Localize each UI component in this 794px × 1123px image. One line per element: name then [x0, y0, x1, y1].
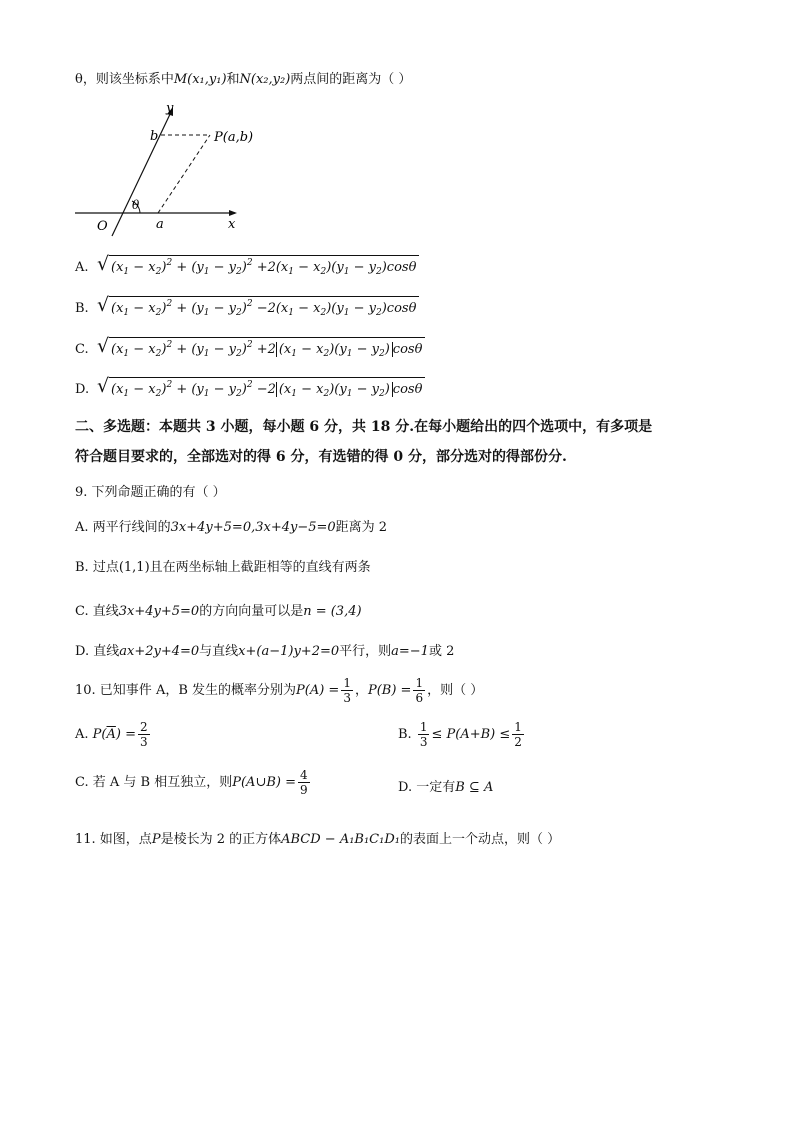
frac-num: 1 — [514, 720, 522, 734]
q9-option-a — [75, 516, 387, 535]
q9-d-math3: a=−1 — [391, 644, 429, 659]
frac-num: 2 — [140, 720, 148, 734]
q10-option-c — [75, 768, 312, 797]
q8-option-a — [75, 255, 419, 277]
q10-c-math: P(A∪B) = — [232, 775, 296, 790]
q8-option-label: C. — [75, 342, 89, 357]
q10-b-frac1 — [418, 720, 430, 749]
q9-b-post: 且在两坐标轴上截距相等的直线有两条 — [149, 560, 371, 575]
q9-b-text: B. 过点 — [75, 560, 119, 575]
b-label: b — [150, 129, 159, 144]
q9-b-math: (1,1) — [118, 560, 150, 575]
point-p-label: P(a,b) — [214, 130, 254, 145]
q9-d-mid: 与直线 — [199, 644, 239, 659]
q9-d-math2: x+(a−1)y+2=0 — [238, 644, 340, 659]
frac-den: 3 — [343, 691, 351, 705]
q10-pa: P(A) = — [296, 683, 340, 698]
a-label: a — [156, 217, 164, 232]
section-2-line-1: 二、多选题：本题共 3 小题，每小题 6 分，共 18 分.在每小题给出的四个选项中，有多项是 — [75, 419, 653, 435]
q10-pa-frac — [341, 676, 353, 705]
q9-c-text: C. 直线 — [75, 604, 119, 619]
q8-option-label: D. — [75, 382, 90, 397]
q10-a-math: $P(\overline{A})$ = — [92, 727, 136, 742]
q9-c-math: 3x+4y+5=0 — [118, 604, 200, 619]
q9-c-vector: n = (3,4) — [303, 604, 362, 619]
q8-option-b — [75, 296, 419, 318]
q10-option-d — [398, 776, 493, 795]
section-2-header — [75, 412, 725, 472]
q10-b-frac2 — [512, 720, 524, 749]
origin-label: O — [97, 219, 108, 234]
x-axis-label: x — [228, 217, 236, 232]
q8-option-label: B. — [75, 301, 89, 316]
q8-formula: √ $(x_1 - x_2)^2 + (y_1 - y_2)^2 -2(x_1 - x_2)(y_1 - y_2)\cos\theta$ — [97, 296, 419, 318]
q9-d-text: D. 直线 — [75, 644, 120, 659]
q10-pb-frac — [413, 676, 425, 705]
frac-num: 1 — [415, 676, 424, 690]
q8-formula: √ $(x_1 - x_2)^2 + (y_1 - y_2)^2 -2$ $(x_1 - x_2)(y_1 - y_2)$ cosθ — [97, 377, 425, 399]
q10-b-mid: ≤ P(A+B) ≤ — [431, 727, 511, 742]
q11-mid: 是棱长为 2 的正方体 — [160, 832, 282, 847]
q11-stem — [75, 828, 560, 847]
q8-formula: √ $(x_1 - x_2)^2 + (y_1 - y_2)^2 +2$ $(x_1 - x_2)(y_1 - y_2)$ cosθ — [97, 337, 425, 359]
q8-option-d — [75, 377, 425, 399]
frac-den: 3 — [140, 735, 148, 749]
frac-den: 6 — [415, 691, 424, 705]
q9-a-text: A. 两平行线间的 — [75, 520, 171, 535]
q10-c-frac — [298, 768, 310, 797]
q9-d-post: 平行，则 — [339, 644, 392, 659]
intro-suffix: 两点间的距离为（ ） — [290, 72, 412, 87]
q10-pb: P(B) = — [367, 683, 412, 698]
q10-option-b — [398, 720, 526, 749]
q9-option-c — [75, 600, 362, 619]
q10-d-math: B ⊆ A — [455, 780, 494, 795]
q8-option-label: A. — [75, 260, 89, 275]
q10-d-text: D. 一定有 — [398, 780, 456, 795]
q10-a-frac — [138, 720, 150, 749]
q11-end: 的表面上一个动点，则（ ） — [399, 832, 561, 847]
q11-p: P — [151, 832, 161, 847]
q9-a-post: 距离为 2 — [335, 520, 388, 535]
q9-a-math: 3x+4y+5=0,3x+4y−5=0 — [170, 520, 336, 535]
q8-option-c — [75, 337, 425, 359]
frac-den: 2 — [514, 735, 522, 749]
q10-c-text: C. 若 A 与 B 相互独立，则 — [75, 775, 233, 790]
q10-a-label: A. — [75, 727, 89, 742]
theta-label: θ — [132, 198, 140, 212]
q10-option-a — [75, 720, 152, 749]
q9-option-b — [75, 556, 371, 575]
q10-stem: 10. 已知事件 A，B 发生的概率分别为P(A) = $\frac{1}{3}$ ，P(B) = $\frac{1}{6}$ ，则（ ） — [75, 676, 484, 705]
q9-c-mid: 的方向向量可以是 — [199, 604, 304, 619]
intro-and: 和 — [226, 72, 240, 87]
section-2-line-2: 符合题目要求的，全部选对的得 6 分，有选错的得 0 分，部分选对的得部份分. — [75, 449, 567, 465]
q11-text: 11. 如图，点 — [75, 832, 152, 847]
q11-math: ABCD − A₁B₁C₁D₁ — [281, 832, 400, 847]
frac-num: 4 — [299, 768, 308, 782]
q9-d-end: 或 2 — [428, 644, 455, 659]
intro-line — [75, 68, 411, 87]
point-m: M(x₁,y₁) — [173, 72, 227, 87]
intro-prefix: θ，则该坐标系中 — [75, 72, 174, 87]
frac-num: 1 — [419, 720, 428, 734]
q9-option-d — [75, 640, 454, 659]
oblique-coordinate-figure — [70, 100, 270, 240]
q10-b-label: B. — [398, 727, 412, 742]
frac-den: 9 — [299, 783, 308, 797]
q10-stem-end: ，则（ ） — [427, 683, 484, 698]
q10-stem-text: 10. 已知事件 A，B 发生的概率分别为 — [75, 683, 297, 698]
q8-formula: √ $(x_1 - x_2)^2 + (y_1 - y_2)^2 +2(x_1 - x_2)(y_1 - y_2)\cos\theta$ — [97, 255, 419, 277]
point-n: N(x₂,y₂) — [239, 72, 291, 87]
q9-d-math1: ax+2y+4=0 — [119, 644, 200, 659]
q9-stem: 9. 下列命题正确的有（ ） — [75, 485, 226, 500]
frac-den: 3 — [419, 735, 428, 749]
y-axis-label: y — [166, 101, 174, 116]
frac-num: 1 — [343, 676, 351, 690]
